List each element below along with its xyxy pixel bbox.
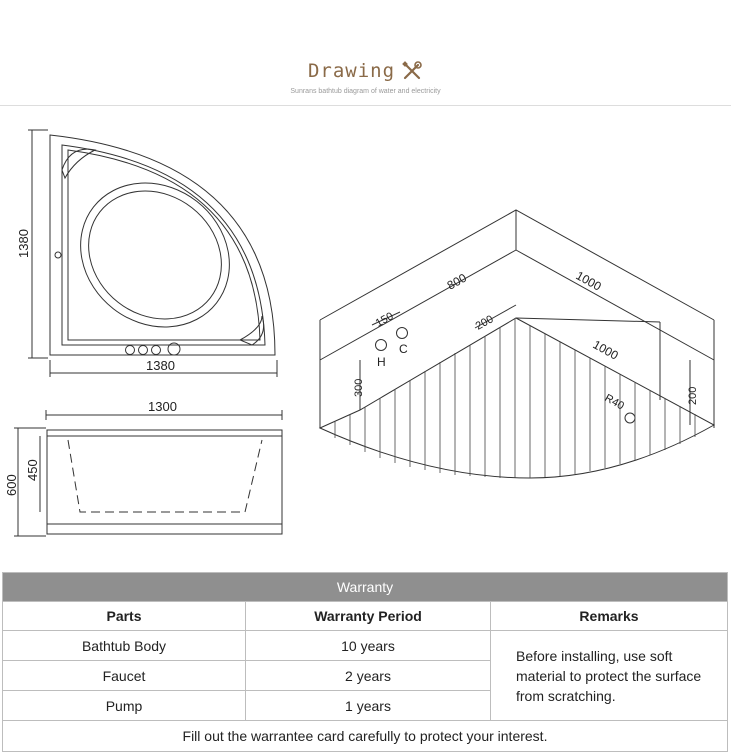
part-cell: Faucet xyxy=(3,661,246,691)
remarks-cell: Before installing, use soft material to protect the surface from scratching. xyxy=(491,631,728,721)
cold-water-label: C xyxy=(399,342,408,356)
warranty-footer-row xyxy=(3,721,728,752)
warranty-header-row xyxy=(3,602,728,631)
install-inner-right-label: 1000 xyxy=(590,337,621,363)
drawing-header xyxy=(0,60,731,95)
install-wall-right-label: 1000 xyxy=(573,268,604,294)
install-radius-label: R40 xyxy=(602,392,627,413)
side-view xyxy=(14,410,282,536)
side-view-inner-height-label: 450 xyxy=(25,459,40,481)
part-cell: Bathtub Body xyxy=(3,631,246,661)
warranty-footer: Fill out the warrantee card carefully to protect your interest. xyxy=(3,721,728,752)
drawing-title xyxy=(308,60,423,82)
wrench-screwdriver-icon xyxy=(401,60,423,82)
header-divider xyxy=(0,105,731,106)
hot-water-label: H xyxy=(377,355,386,369)
period-cell: 10 years xyxy=(246,631,491,661)
side-view-total-height-label: 600 xyxy=(4,474,19,496)
side-view-length-label: 1300 xyxy=(148,399,177,414)
column-header-remarks: Remarks xyxy=(491,602,728,631)
drawing-title-text: Drawing xyxy=(307,60,396,82)
table-row xyxy=(3,631,728,661)
install-offset-150-label: 150 xyxy=(373,310,396,330)
column-header-parts: Parts xyxy=(3,602,246,631)
part-cell: Pump xyxy=(3,691,246,721)
warranty-table xyxy=(2,572,728,752)
install-height-300-label: 300 xyxy=(353,378,365,397)
technical-drawing xyxy=(0,110,731,550)
install-wall-left-label: 800 xyxy=(444,270,469,293)
top-view xyxy=(28,130,277,377)
install-view xyxy=(320,210,714,478)
top-view-width-label: 1380 xyxy=(146,358,175,373)
period-cell: 1 years xyxy=(246,691,491,721)
period-cell: 2 years xyxy=(246,661,491,691)
install-height-right-label: 200 xyxy=(687,386,699,405)
install-offset-200-label: 200 xyxy=(473,313,496,333)
drawing-subtitle: Sunrans bathtub diagram of water and electricity xyxy=(290,88,441,95)
warranty-title: Warranty xyxy=(3,573,728,602)
top-view-depth-label: 1380 xyxy=(16,229,31,258)
column-header-period: Warranty Period xyxy=(246,602,491,631)
install-view-hatch xyxy=(335,318,695,478)
